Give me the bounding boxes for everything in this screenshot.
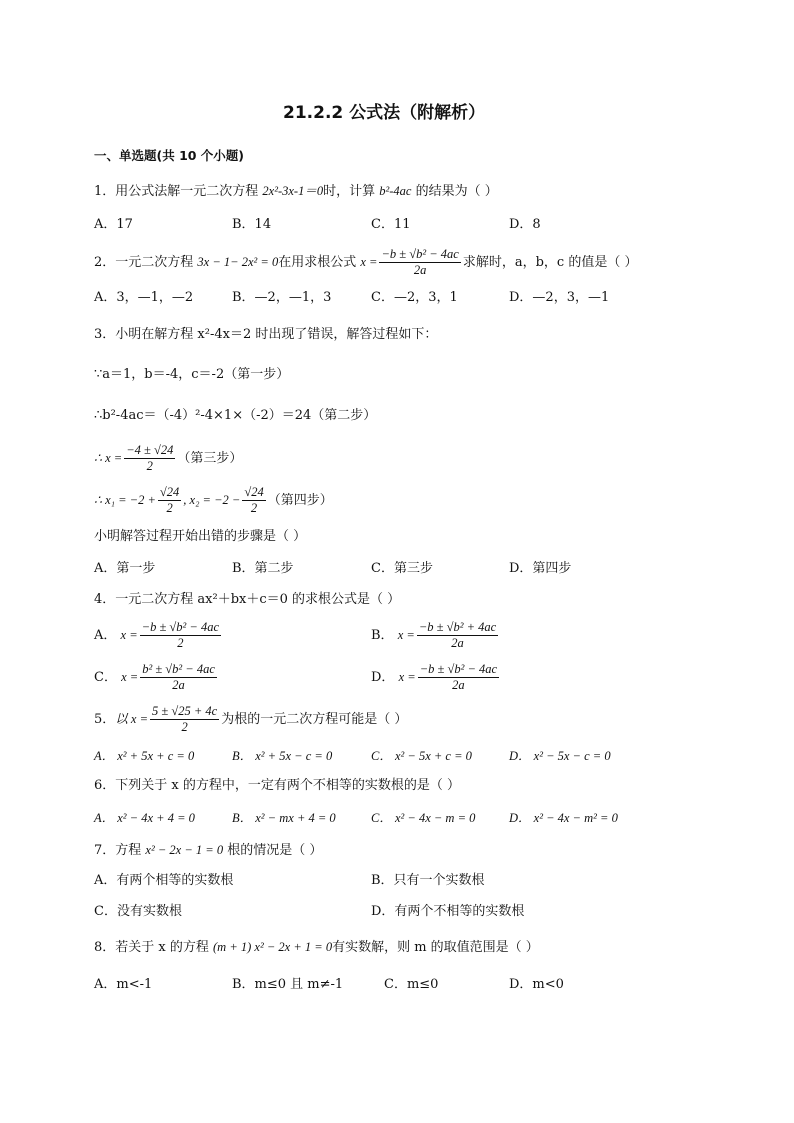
fraction-denominator: 2a (413, 263, 427, 277)
question-number: 4． (94, 592, 116, 607)
question-7-stem (94, 841, 322, 860)
question-text: 一元二次方程 ax²＋bx＋c＝0 的求根公式是（ ） (115, 592, 401, 607)
question-number: 2． (94, 255, 116, 270)
question-1-stem (94, 182, 498, 201)
question-text: 方程 (115, 843, 146, 858)
question-text: 求解时，a，b，c 的值是（ ） (462, 255, 638, 270)
question-number: 8． (94, 940, 116, 955)
option-a: A．第一步 (94, 561, 156, 576)
option-a: A．有两个相等的实数根 (94, 873, 234, 888)
solution-step-2: ∴b²-4ac＝（-4）²-4×1×（-2）＝24（第二步） (94, 408, 377, 423)
option-a: A． x² − 4x + 4 = 0 (94, 811, 195, 825)
question-5-stem (94, 701, 407, 738)
question-text: 的结果为（ ） (411, 184, 498, 199)
option-c (94, 659, 219, 696)
fraction-denominator: 2 (250, 501, 258, 515)
question-text: 有实数解，则 m 的取值范围是（ ） (332, 940, 539, 955)
option-b: B．第二步 (232, 561, 294, 576)
option-d: D． x² − 5x − c = 0 (509, 749, 611, 763)
step-lhs: ∴ x₁ = −2 + (94, 493, 156, 507)
fraction-denominator: 2 (166, 501, 173, 515)
option-fraction (418, 662, 499, 693)
option-c: C．第三步 (371, 561, 433, 576)
option-d: D．m<0 (509, 977, 564, 992)
option-b: B． x² − mx + 4 = 0 (232, 811, 336, 825)
option-d: D．—2，3，—1 (509, 290, 610, 305)
question-3-prompt: 小明解答过程开始出错的步骤是（ ） (94, 529, 307, 544)
fraction-numerator: −b ± √b² − 4ac (141, 620, 220, 634)
question-8-stem (94, 938, 539, 957)
fraction-denominator: 2a (451, 636, 464, 650)
question-text: 下列关于 x 的方程中，一定有两个不相等的实数根的是（ ） (115, 778, 461, 793)
option-fraction (140, 662, 217, 693)
page-title: 21.2.2 公式法（附解析） (283, 103, 486, 123)
option-fraction (140, 620, 221, 651)
fraction-numerator: 5 ± √25 + 4c (152, 704, 218, 718)
section-heading: 一、单选题(共 10 个小题) (94, 148, 245, 163)
option-a: A．3，—1，—2 (94, 290, 194, 305)
option-b: B．m≤0 且 m≠-1 (232, 977, 344, 992)
fraction-denominator: 2 (177, 636, 184, 650)
option-c: C． x² − 4x − m = 0 (371, 811, 476, 825)
expression: b²-4ac (379, 184, 412, 198)
question-4-stem (94, 591, 400, 609)
option-d: D．有两个不相等的实数根 (371, 904, 525, 919)
option-d (371, 659, 501, 696)
option-c: C．—2，3，1 (371, 290, 458, 305)
option-b: B．只有一个实数根 (371, 873, 485, 888)
option-c: C．没有实数根 (94, 904, 182, 919)
formula-lhs: x = (397, 628, 415, 642)
step-fraction (242, 485, 265, 516)
fraction-numerator: √24 (244, 485, 264, 499)
equation: (m + 1) x² − 2x + 1 = 0 (213, 940, 333, 954)
equation: 3x − 1− 2x² = 0 (197, 255, 279, 269)
question-text: 用公式法解一元二次方程 (115, 184, 263, 199)
option-c: C．11 (371, 217, 411, 232)
solution-step-1: ∵a＝1，b＝-4，c＝-2（第一步） (94, 367, 290, 382)
solution-step-3 (94, 440, 242, 477)
question-text: 时，计算 (323, 184, 380, 199)
root-fraction (150, 704, 219, 735)
step-mid: , x₂ = −2 − (183, 493, 241, 507)
option-label: D． (371, 670, 395, 685)
option-b: B．—2，—1，3 (232, 290, 332, 305)
option-b: B． x² + 5x − c = 0 (232, 749, 333, 763)
option-d: D．第四步 (509, 561, 572, 576)
question-text: 根的情况是（ ） (223, 843, 323, 858)
question-text: 若关于 x 的方程 (115, 940, 214, 955)
option-b: B．14 (232, 217, 272, 232)
option-a (94, 617, 223, 654)
question-number: 1． (94, 184, 116, 199)
option-b (371, 617, 500, 654)
option-a: A． x² + 5x + c = 0 (94, 749, 195, 763)
question-text: 一元二次方程 (115, 255, 198, 270)
formula-lhs: x = (121, 670, 139, 684)
fraction-denominator: 2a (172, 678, 185, 692)
fraction-numerator: −b ± √b² − 4ac (419, 662, 498, 676)
step-lhs: ∴ x = (94, 451, 123, 465)
question-text: 为根的一元二次方程可能是（ ） (221, 712, 408, 727)
fraction-denominator: 2 (181, 720, 188, 734)
question-number: 5． (94, 712, 116, 727)
fraction-numerator: −b ± √b² + 4ac (418, 620, 497, 634)
formula-lhs: x = (398, 670, 416, 684)
fraction-numerator: −4 ± √24 (126, 443, 174, 457)
option-c: C． x² − 5x + c = 0 (371, 749, 472, 763)
fraction-numerator: √24 (159, 485, 180, 499)
equation: x² − 2x − 1 = 0 (145, 843, 224, 857)
question-number: 6． (94, 778, 116, 793)
option-d: D．8 (509, 217, 541, 232)
option-c: C．m≤0 (384, 977, 439, 992)
question-3-stem (94, 326, 437, 344)
question-2-stem (94, 243, 637, 282)
fraction-denominator: 2 (146, 459, 153, 473)
question-text: 小明在解方程 x²-4x＝2 时出现了错误，解答过程如下： (115, 327, 438, 342)
option-label: A． (94, 628, 117, 643)
formula-lhs: 以 x = (115, 712, 149, 726)
solution-step-4 (94, 482, 333, 519)
quadratic-formula (379, 247, 460, 278)
question-text: 在用求根公式 (278, 255, 361, 270)
option-a: A．17 (94, 217, 133, 232)
question-number: 3． (94, 327, 116, 342)
formula-lhs: x = (120, 628, 138, 642)
option-fraction (417, 620, 498, 651)
equation: 2x²-3x-1＝0 (262, 184, 324, 198)
option-label: C． (94, 670, 117, 685)
step-fraction (158, 485, 181, 516)
step-tag: （第三步） (177, 451, 243, 466)
option-a: A．m<-1 (94, 977, 153, 992)
step-fraction (124, 443, 175, 474)
fraction-numerator: b² ± √b² − 4ac (142, 662, 215, 676)
option-d: D． x² − 4x − m² = 0 (509, 811, 618, 825)
fraction-numerator: −b ± √b² − 4ac (381, 247, 459, 261)
option-label: B． (371, 628, 394, 643)
question-number: 7． (94, 843, 116, 858)
step-tag: （第四步） (267, 493, 333, 508)
fraction-denominator: 2a (452, 678, 465, 692)
question-6-stem (94, 777, 460, 795)
formula-lhs: x = (360, 255, 378, 269)
